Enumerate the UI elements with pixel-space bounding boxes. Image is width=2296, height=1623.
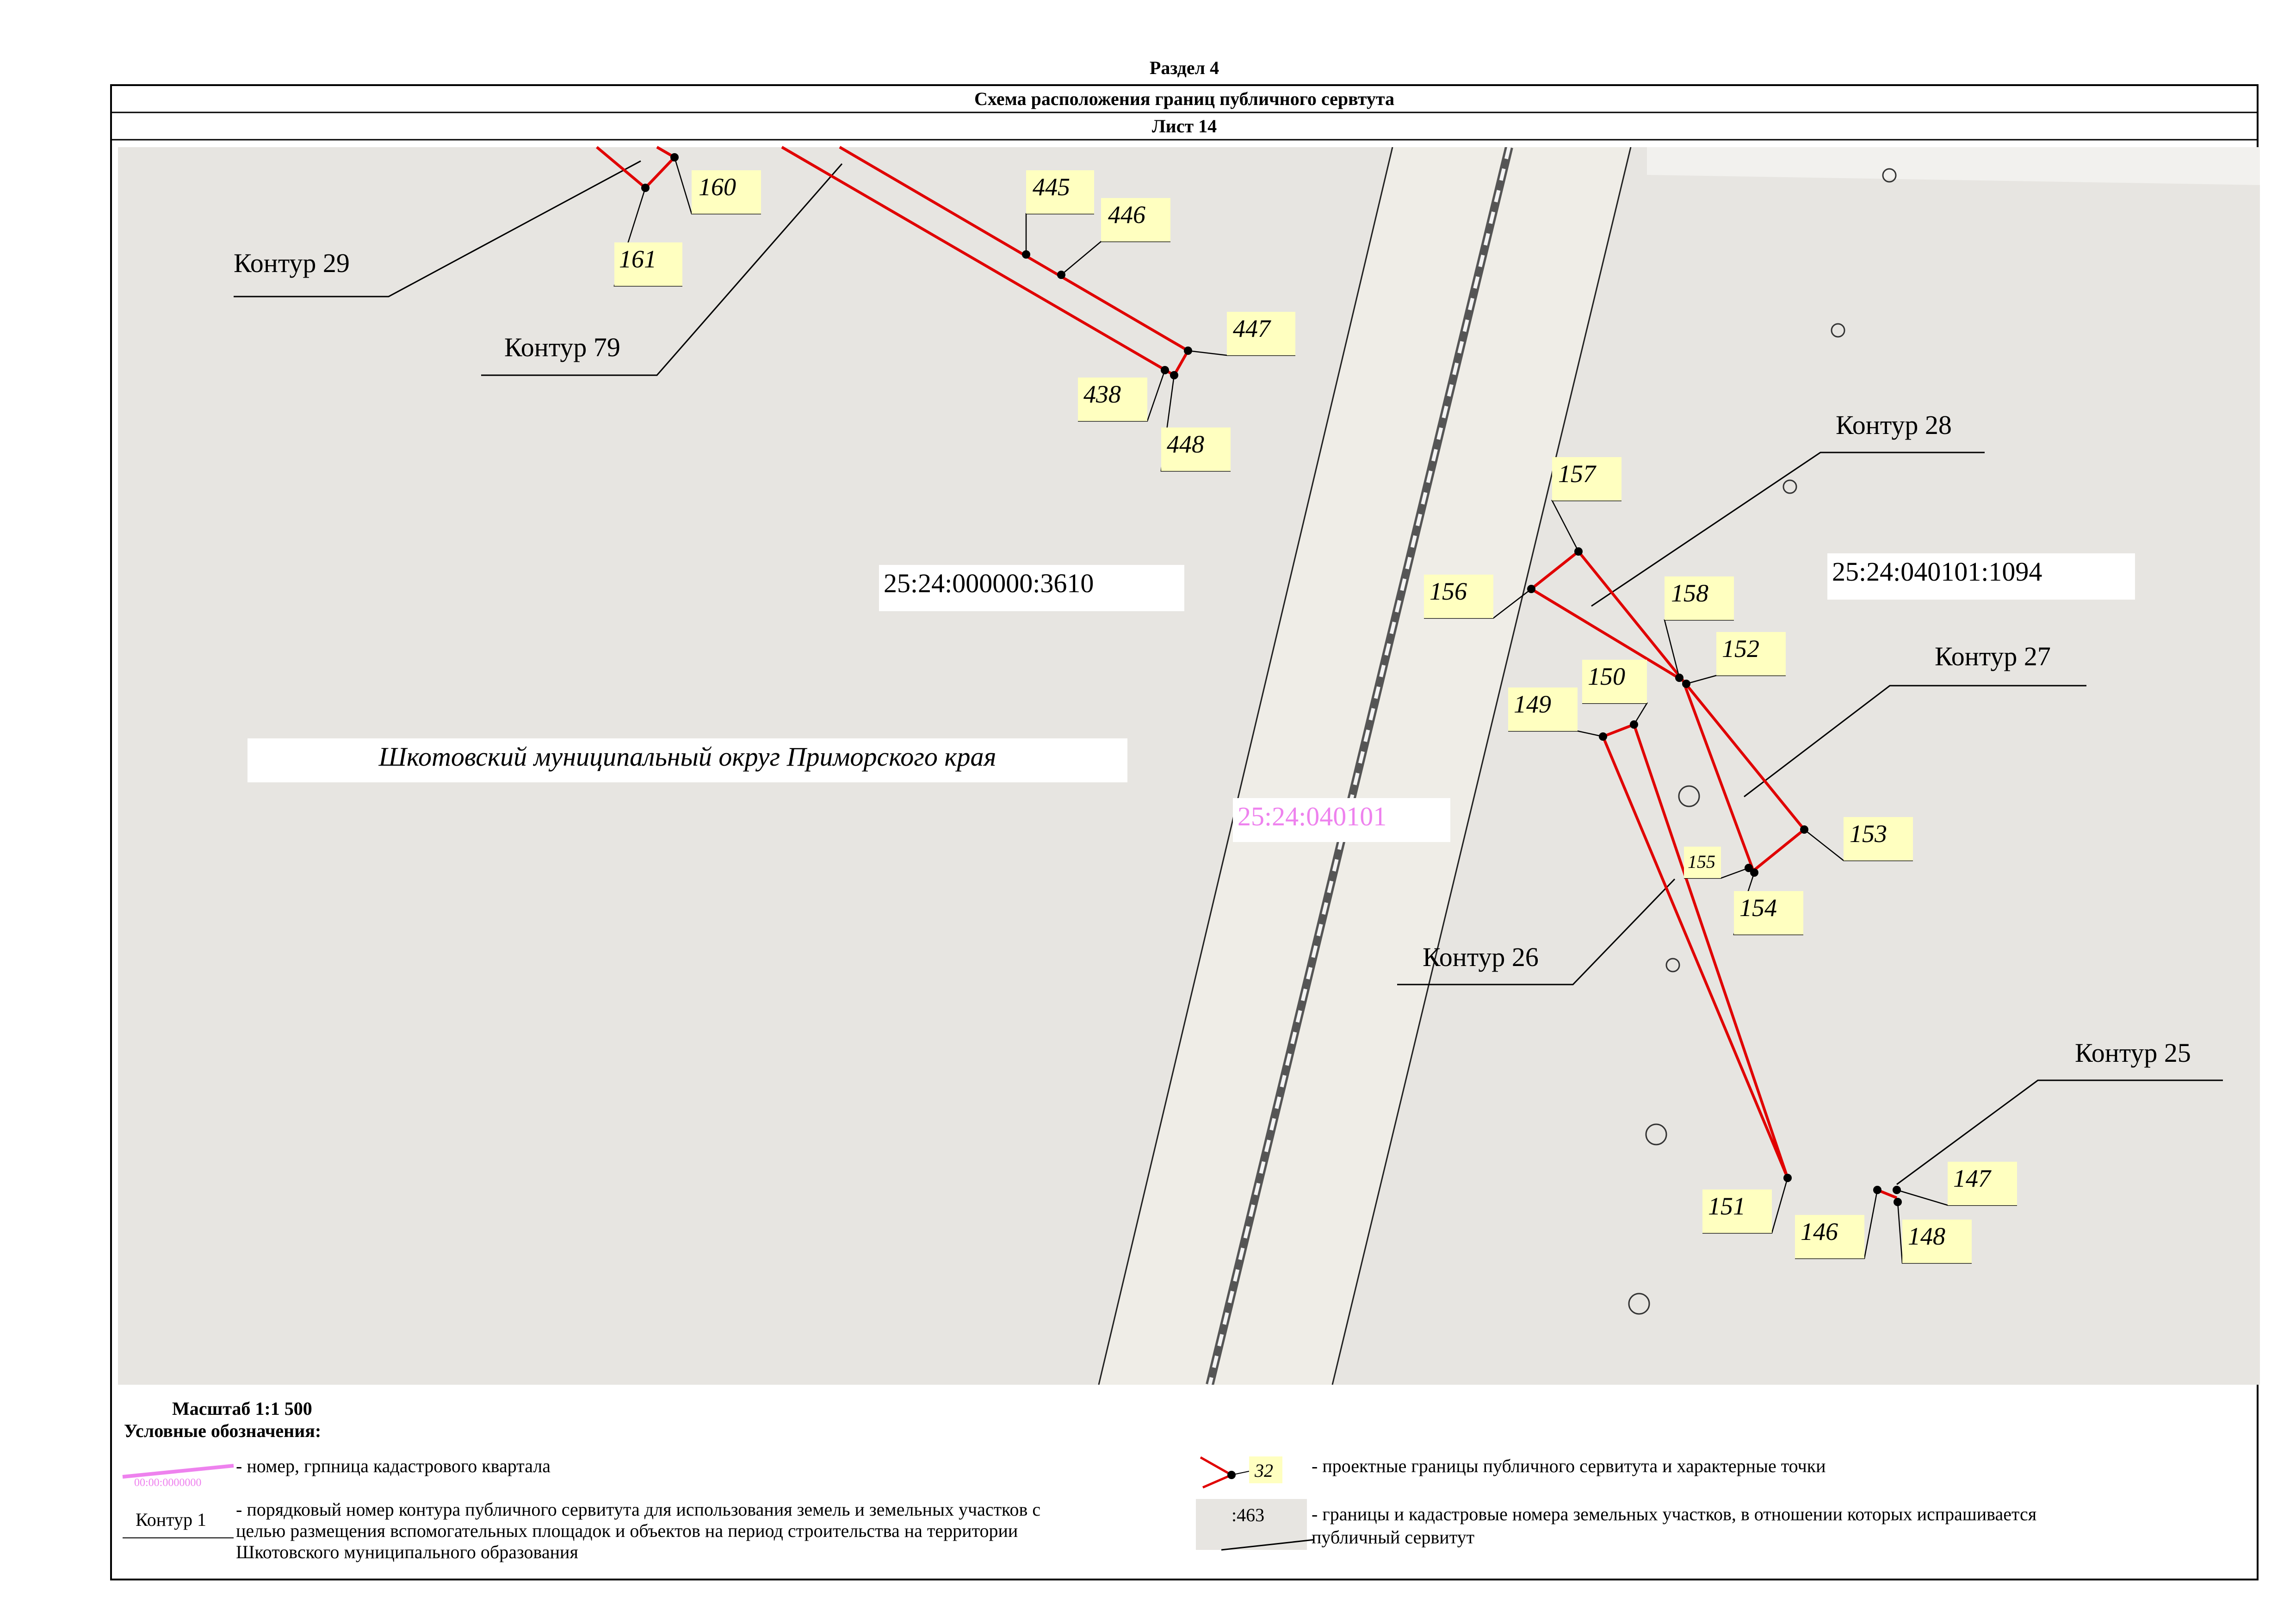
legend-title: Условные обозначения: bbox=[124, 1420, 322, 1441]
scheme-title: Схема расположения границ публичного сервтута bbox=[974, 88, 1394, 109]
cadastral-quarter-label: 25:24:040101 bbox=[1238, 801, 1387, 831]
legend-boundary-desc: - проектные границы публичного сервитута и характерные точки bbox=[1312, 1456, 1826, 1476]
contour-27-label: Контур 27 bbox=[1935, 641, 2051, 671]
legend-contour-desc-3: Шкотовского муниципального образования bbox=[236, 1542, 578, 1562]
legend-contour-desc-1: - порядковый номер контура публичного сервитута для использования земель и земельных участков с bbox=[236, 1499, 1041, 1520]
point-447: 447 bbox=[1233, 315, 1270, 342]
parcel-east-label: 25:24:040101:1094 bbox=[1832, 557, 2042, 587]
legend-quarter-line bbox=[123, 1466, 234, 1477]
municipality-label: Шкотовский муниципальный округ Приморского края bbox=[378, 742, 996, 772]
point-157: 157 bbox=[1558, 460, 1596, 488]
point-156: 156 bbox=[1430, 577, 1467, 605]
point-148: 148 bbox=[1908, 1222, 1945, 1250]
legend-boundary-line bbox=[1201, 1457, 1232, 1487]
point-446: 446 bbox=[1108, 201, 1145, 229]
point-438: 438 bbox=[1083, 380, 1121, 408]
sheet-number: Лист 14 bbox=[1151, 116, 1217, 136]
contour-29-label: Контур 29 bbox=[234, 248, 350, 278]
point-152: 152 bbox=[1722, 635, 1759, 663]
legend-contour-sample: Контур 1 bbox=[136, 1509, 207, 1530]
legend-quarter-desc: - номер, грпница кадастрового квартала bbox=[236, 1456, 551, 1476]
legend-quarter-sample: 00:00:0000000 bbox=[134, 1477, 202, 1489]
point-448: 448 bbox=[1167, 430, 1204, 458]
parcel-west-label: 25:24:000000:3610 bbox=[884, 568, 1094, 598]
contour-26-label: Контур 26 bbox=[1423, 942, 1539, 972]
point-147: 147 bbox=[1953, 1165, 1991, 1192]
point-153: 153 bbox=[1850, 820, 1887, 848]
point-158: 158 bbox=[1671, 579, 1708, 607]
contour-28-label: Контур 28 bbox=[1836, 410, 1952, 440]
legend-parcel-desc-1: - границы и кадастровые номера земельных участков, в отношении которых испрашивается bbox=[1312, 1504, 2037, 1524]
legend bbox=[123, 1398, 2036, 1562]
point-155: 155 bbox=[1688, 851, 1715, 872]
point-445: 445 bbox=[1033, 173, 1070, 201]
contour-25-label: Контур 25 bbox=[2075, 1038, 2191, 1068]
point-161: 161 bbox=[619, 245, 656, 273]
section-heading: Раздел 4 bbox=[1149, 57, 1219, 78]
point-160: 160 bbox=[699, 173, 736, 201]
legend-parcel-sample: :463 bbox=[1232, 1505, 1265, 1525]
legend-contour-desc-2: целью размещения вспомогательных площадок и объектов на период строительства на территории bbox=[236, 1520, 1018, 1541]
point-150: 150 bbox=[1588, 663, 1625, 690]
point-154: 154 bbox=[1739, 894, 1777, 922]
scale-label: Масштаб 1:1 500 bbox=[172, 1398, 312, 1419]
point-151: 151 bbox=[1708, 1192, 1745, 1220]
point-146: 146 bbox=[1801, 1218, 1838, 1245]
legend-point-sample: 32 bbox=[1255, 1460, 1273, 1481]
point-149: 149 bbox=[1514, 690, 1551, 718]
legend-parcel-desc-2: публичный сервитут bbox=[1312, 1527, 1475, 1548]
contour-79-label: Контур 79 bbox=[504, 332, 620, 362]
